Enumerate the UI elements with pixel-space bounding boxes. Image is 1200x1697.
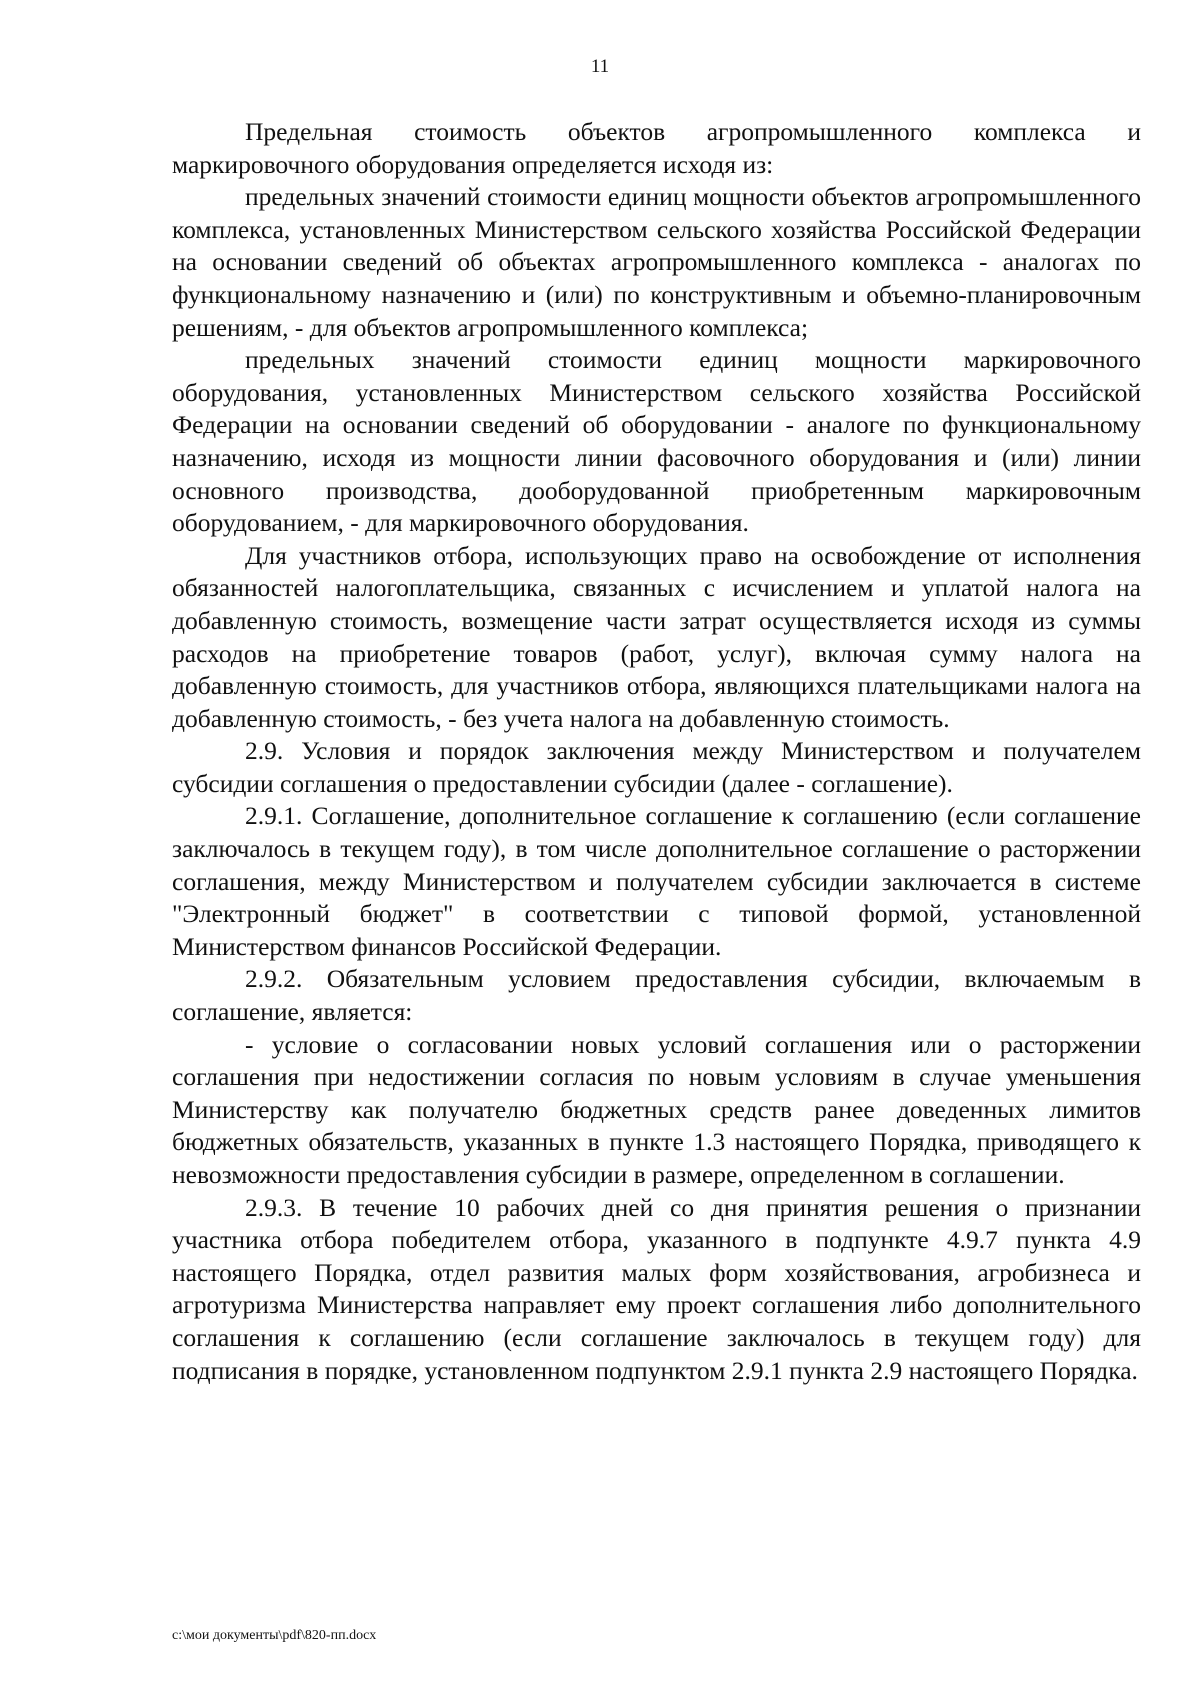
paragraph-condition-item: - условие о согласовании новых условий соглашения или о расторжении соглашения при недостижении согласия по новым условиям в случае уменьшения Министерству как получателю бюджетных средств ранее доведенных лимитов бюджетных обязательств, указанных в пункте 1.3 настоящего Порядка, приводящего к невозможности предоставления субсидии в размере, определенном в соглашении.	[172, 1029, 1141, 1189]
paragraph-section-2-9: 2.9. Условия и порядок заключения между Министерством и получателем субсидии соглашения о предоставлении субсидии (далее - соглашение).	[172, 736, 1141, 798]
paragraph-section-2-9-2: 2.9.2. Обязательным условием предоставления субсидии, включаемым в соглашение, является:	[172, 964, 1141, 1027]
document-body	[172, 116, 1141, 1387]
paragraph-limit-cost-intro: Предельная стоимость объектов агропромышленного комплекса и маркировочного оборудования определяется исходя из:	[172, 117, 1141, 179]
paragraph-section-2-9-1: 2.9.1. Соглашение, дополнительное соглашение к соглашению (если соглашение заключалось в текущем году), в том числе дополнительное соглашение о расторжении соглашения, между Министерством и получателем субсидии заключается в системе "Электронный бюджет" в соответствии с типовой формой, установленной Министерством финансов Российской Федерации.	[172, 801, 1141, 961]
footer-file-path: c:\мои документы\pdf\820-пп.docx	[172, 1628, 377, 1643]
paragraph-limit-values-marking: предельных значений стоимости единиц мощности маркировочного оборудования, установленных Министерством сельского хозяйства Российской Федерации на основании сведений об оборудовании - аналоге по функциональному назначению, исходя из мощности линии фасовочного оборудования и (или) линии основного производства, дооборудованной приобретенным маркировочным оборудованием, - для маркировочного оборудования.	[172, 345, 1141, 538]
paragraph-section-2-9-3: 2.9.3. В течение 10 рабочих дней со дня принятия решения о признании участника отбора победителем отбора, указанного в подпункте 4.9.7 пункта 4.9 настоящего Порядка, отдел развития малых форм хозяйствования, агробизнеса и агротуризма Министерства направляет ему проект соглашения либо дополнительного соглашения к соглашению (если соглашение заключалось в текущем году) для подписания в порядке, установленном подпунктом 2.9.1 пункта 2.9 настоящего Порядка.	[172, 1192, 1141, 1385]
paragraph-limit-values-agro: предельных значений стоимости единиц мощности объектов агропромышленного комплекса, установленных Министерством сельского хозяйства Российской Федерации на основании сведений об объектах агропромышленного комплекса - аналогах по функциональному назначению и (или) по конструктивным и объемно-планировочным решениям, - для объектов агропромышленного комплекса;	[172, 182, 1141, 342]
page-number: 11	[590, 56, 610, 77]
paragraph-vat-exempt: Для участников отбора, использующих право на освобождение от исполнения обязанностей налогоплательщика, связанных с исчислением и уплатой налога на добавленную стоимость, возмещение части затрат осуществляется исходя из суммы расходов на приобретение товаров (работ, услуг), включая сумму налога на добавленную стоимость, для участников отбора, являющихся плательщиками налога на добавленную стоимость, - без учета налога на добавленную стоимость.	[172, 540, 1141, 733]
